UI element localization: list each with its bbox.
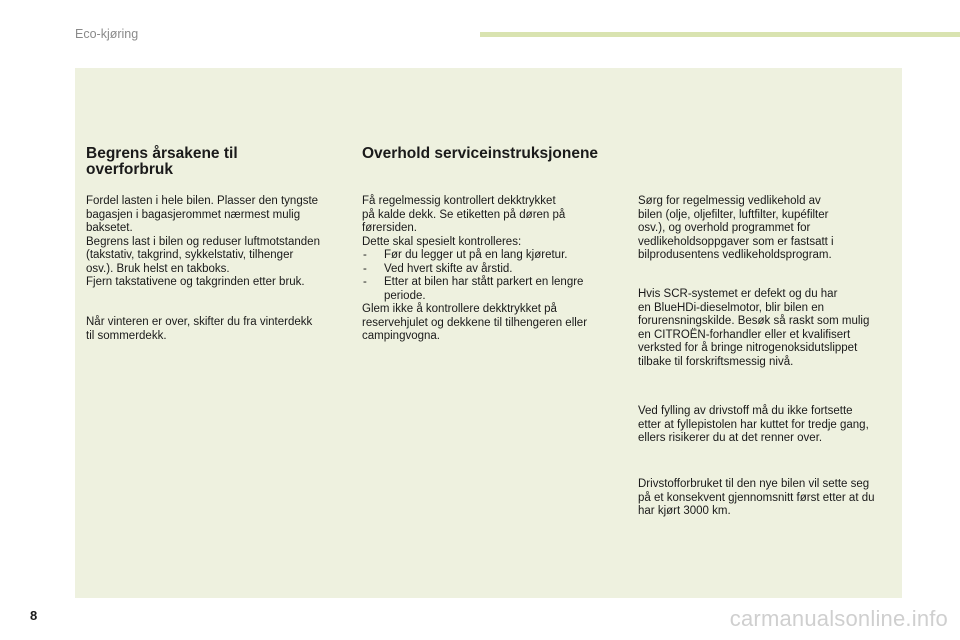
right-paragraph-2	[638, 288, 898, 369]
text-line: Sørg for regelmessig vedlikehold av	[638, 195, 821, 207]
check-list	[362, 249, 622, 303]
text-line: Glem ikke å kontrollere dekktrykket på	[362, 303, 557, 315]
text-line: verksted for å bringe nitrogenoksidutslippet	[638, 342, 858, 354]
text-line: campingvogna.	[362, 330, 440, 342]
text-line: forurensningskilde. Besøk så raskt som mulig	[638, 315, 870, 327]
left-heading	[86, 146, 346, 178]
text-line: bilprodusentens vedlikeholdsprogram.	[638, 249, 832, 261]
text-line: på kalde dekk. Se etiketten på døren på	[362, 208, 566, 221]
text-line: vedlikeholdsoppgaver som er fastsatt i	[638, 235, 834, 248]
text-line: reservehjulet og dekkene til tilhengeren eller	[362, 316, 588, 329]
text-line: tilbake til forskriftsmessig nivå.	[638, 355, 794, 368]
middle-heading	[362, 146, 862, 162]
text-line: etter at fyllepistolen har kuttet for tredje gang,	[638, 418, 869, 431]
left-heading-line2: overforbruk	[86, 161, 173, 178]
text-line: Dette skal spesielt kontrolleres:	[362, 235, 522, 248]
page-number: 8	[30, 608, 38, 623]
text-line: Når vinteren er over, skifter du fra vinterdekk	[86, 316, 313, 328]
text-line: Fjern takstativene og takgrinden etter bruk.	[86, 276, 305, 288]
watermark: carmanualsonline.info	[729, 606, 948, 631]
text-line: Fordel lasten i hele bilen. Plasser den tyngste	[86, 195, 319, 207]
text-line: på et konsekvent gjennomsnitt først etter at du	[638, 491, 875, 504]
right-paragraph-4	[638, 478, 898, 519]
text-line: osv.), og overhold programmet for	[638, 222, 811, 234]
text-line: en CITROËN-forhandler eller et kvalifisert	[638, 328, 851, 341]
text-line: Begrens last i bilen og reduser luftmotstanden	[86, 235, 320, 248]
text-line: til sommerdekk.	[86, 329, 167, 342]
right-paragraph-1	[638, 195, 898, 263]
text-line: bagasjen i bagasjerommet nærmest mulig	[86, 208, 301, 221]
right-paragraph-3	[638, 405, 898, 446]
text-line: bilen (olje, oljefilter, luftfilter, kupéfilter	[638, 208, 829, 221]
middle-body	[362, 195, 622, 344]
list-item: - Ved hvert skifte av årstid.	[362, 263, 622, 277]
text-line: førersiden.	[362, 222, 417, 234]
text-line: en BlueHDi-dieselmotor, blir bilen en	[638, 301, 825, 314]
left-heading-line1: Begrens årsakene til	[86, 145, 238, 162]
section-label: Eco-kjøring	[75, 27, 139, 41]
text-line: Ved fylling av drivstoff må du ikke fortsette	[638, 405, 853, 417]
list-item: - Etter at bilen har stått parkert en lengre periode.	[362, 276, 622, 303]
header-accent-bar	[480, 32, 960, 37]
text-line: baksetet.	[86, 222, 133, 234]
middle-heading-text: Overhold serviceinstruksjonene	[362, 145, 599, 162]
text-line: (takstativ, takgrind, sykkelstativ, tilhenger	[86, 249, 294, 261]
text-line: osv.). Bruk helst en takboks.	[86, 262, 230, 275]
text-line: ellers risikerer du at det renner over.	[638, 432, 823, 444]
list-item: - Før du legger ut på en lang kjøretur.	[362, 249, 622, 263]
left-paragraph-2	[86, 316, 346, 343]
text-line: Hvis SCR-systemet er defekt og du har	[638, 288, 838, 300]
text-line: har kjørt 3000 km.	[638, 505, 731, 517]
text-line: Drivstofforbruket til den nye bilen vil sette seg	[638, 478, 870, 490]
left-paragraph-1	[86, 195, 346, 290]
text-line: Få regelmessig kontrollert dekktrykket	[362, 195, 556, 207]
